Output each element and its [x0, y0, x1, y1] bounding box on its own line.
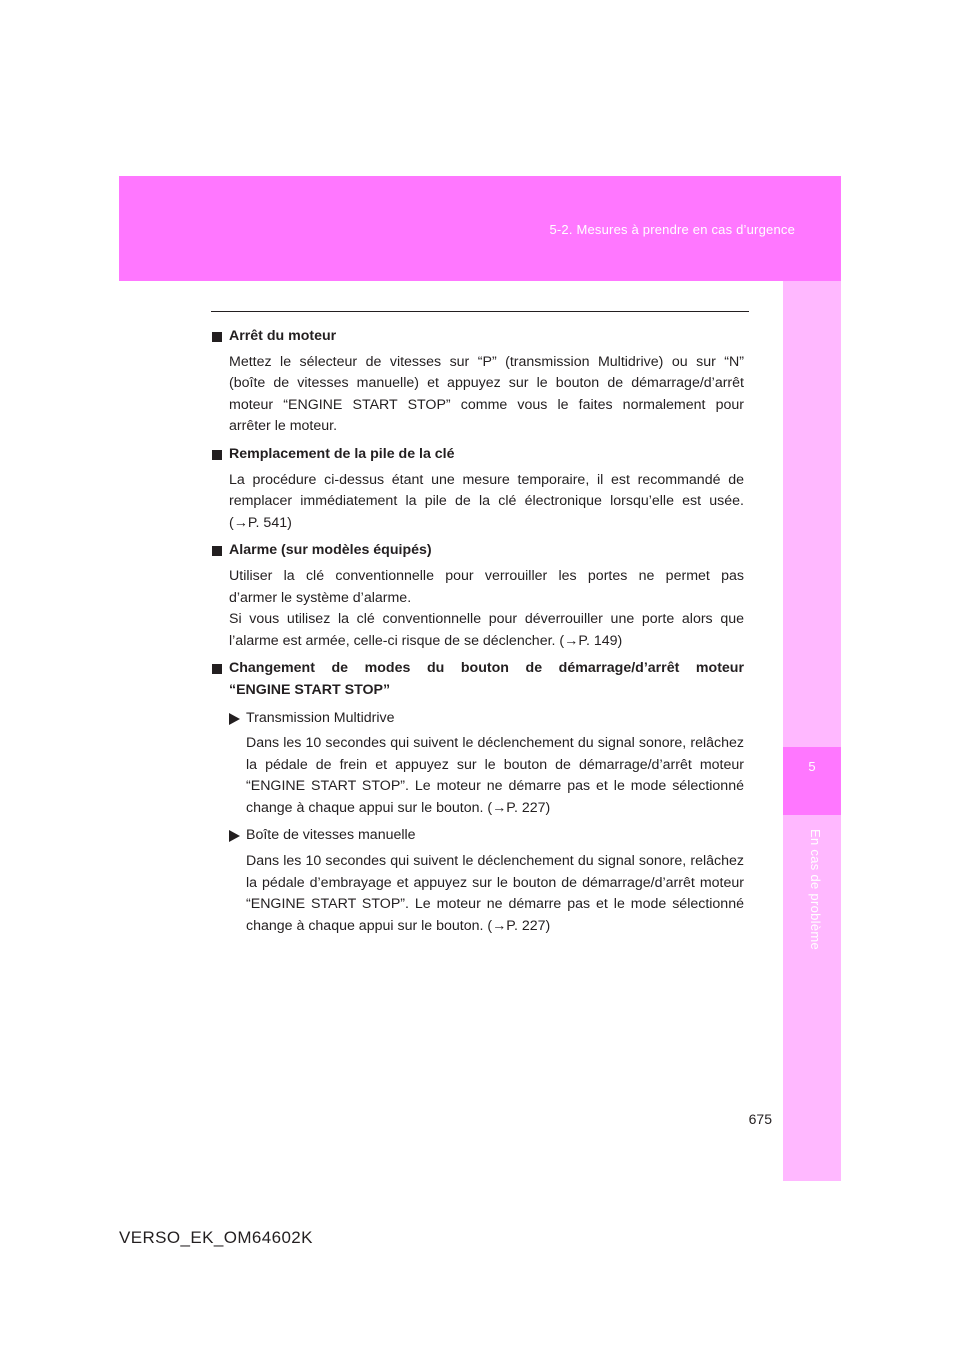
text-line: Dans les 10 secondes qui suivent le déclenchement du signal sonore,: [246, 735, 687, 752]
page-reference-link[interactable]: (→P. 541): [229, 514, 292, 531]
text-line: Utiliser la clé conventionnelle pour verrouiller les portes ne permet pas: [229, 567, 744, 584]
chapter-label: En cas de problème: [808, 829, 823, 951]
section-changement-modes: [212, 658, 744, 937]
text-line: (boîte de vitesses manuelle) et appuyez sur le bouton de démarrage/d’arrêt: [229, 375, 744, 392]
subsection-title: Boîte de vitesses manuelle: [229, 825, 744, 847]
text-line: relâchez la pédale d’embrayage et appuyez sur le bouton de: [246, 853, 744, 891]
text-line: arrêter le moteur.: [229, 418, 338, 435]
section-header: 5-2. Mesures à prendre en cas d’urgence: [549, 222, 795, 237]
text-line: moteur “ENGINE START STOP”.: [246, 756, 744, 795]
section-title: Remplacement de la pile de la clé: [212, 444, 744, 466]
text-line: remplacer immédiatement la pile de la clé électronique lorsqu’elle est usée.: [229, 493, 744, 510]
triangle-bullet-icon: [229, 830, 240, 842]
square-bullet-icon: [212, 450, 222, 460]
document-id: VERSO_EK_OM64602K: [119, 1228, 313, 1247]
text-line: d’armer le système d’alarme.: [229, 589, 412, 606]
page-number: 675: [748, 1111, 772, 1127]
subsection-title: Transmission Multidrive: [229, 708, 744, 730]
subsection-paragraph: [229, 851, 744, 937]
text-line: Mettez le sélecteur de vitesses sur “P” (transmission Multidrive) ou sur “N”: [229, 353, 744, 370]
text-line: sur le bouton. (→P. 227): [397, 917, 551, 934]
section-title: Arrêt du moteur: [212, 326, 744, 348]
text-line: sur le bouton. (→P. 227): [397, 799, 551, 816]
text-line: Dans les 10 secondes qui suivent le déclenchement du signal sonore,: [246, 853, 687, 870]
section-paragraph: [212, 470, 744, 535]
section-alarme: [212, 540, 744, 652]
text-line: Le moteur ne démarre pas et le mode sélectionné change à chaque appui: [246, 896, 744, 934]
section-pile-cle: [212, 444, 744, 534]
section-title: Alarme (sur modèles équipés): [212, 540, 744, 562]
section-arret-moteur: [212, 326, 744, 438]
text-line: Le moteur ne démarre pas et le mode sélectionné change à chaque appui: [246, 778, 744, 816]
section-title: Changement de modes du bouton de démarrage/d’arrêt moteur “ENGINE START STOP”: [212, 658, 744, 701]
square-bullet-icon: [212, 664, 222, 674]
text-line: relâchez la pédale de frein et appuyez sur le bouton de démarrage/d’arrêt: [246, 735, 744, 773]
subsection-multidrive: [212, 708, 744, 820]
triangle-bullet-icon: [229, 713, 240, 725]
square-bullet-icon: [212, 332, 222, 342]
chapter-number: 5: [808, 759, 816, 774]
section-paragraph: [212, 566, 744, 652]
chapter-number-tab: [783, 747, 841, 815]
square-bullet-icon: [212, 546, 222, 556]
side-tab: [783, 281, 841, 1181]
text-line: Si vous utilisez la clé conventionnelle pour déverrouiller une porte alors que: [229, 611, 744, 628]
subsection-manuelle: [212, 825, 744, 937]
text-line: démarrage/d’arrêt moteur “ENGINE START STOP”.: [246, 874, 744, 913]
top-divider: [211, 311, 749, 312]
text-line: l’alarme est armée, celle-ci risque de se déclencher. (→P. 149): [229, 632, 623, 649]
section-paragraph: [212, 352, 744, 438]
header-band: [119, 176, 841, 281]
text-line: moteur “ENGINE START STOP” comme vous le faites normalement pour: [229, 396, 744, 413]
subsection-paragraph: [229, 733, 744, 819]
text-line: La procédure ci-dessus étant une mesure temporaire, il est recommandé de: [229, 471, 744, 488]
page-content: [212, 326, 744, 943]
